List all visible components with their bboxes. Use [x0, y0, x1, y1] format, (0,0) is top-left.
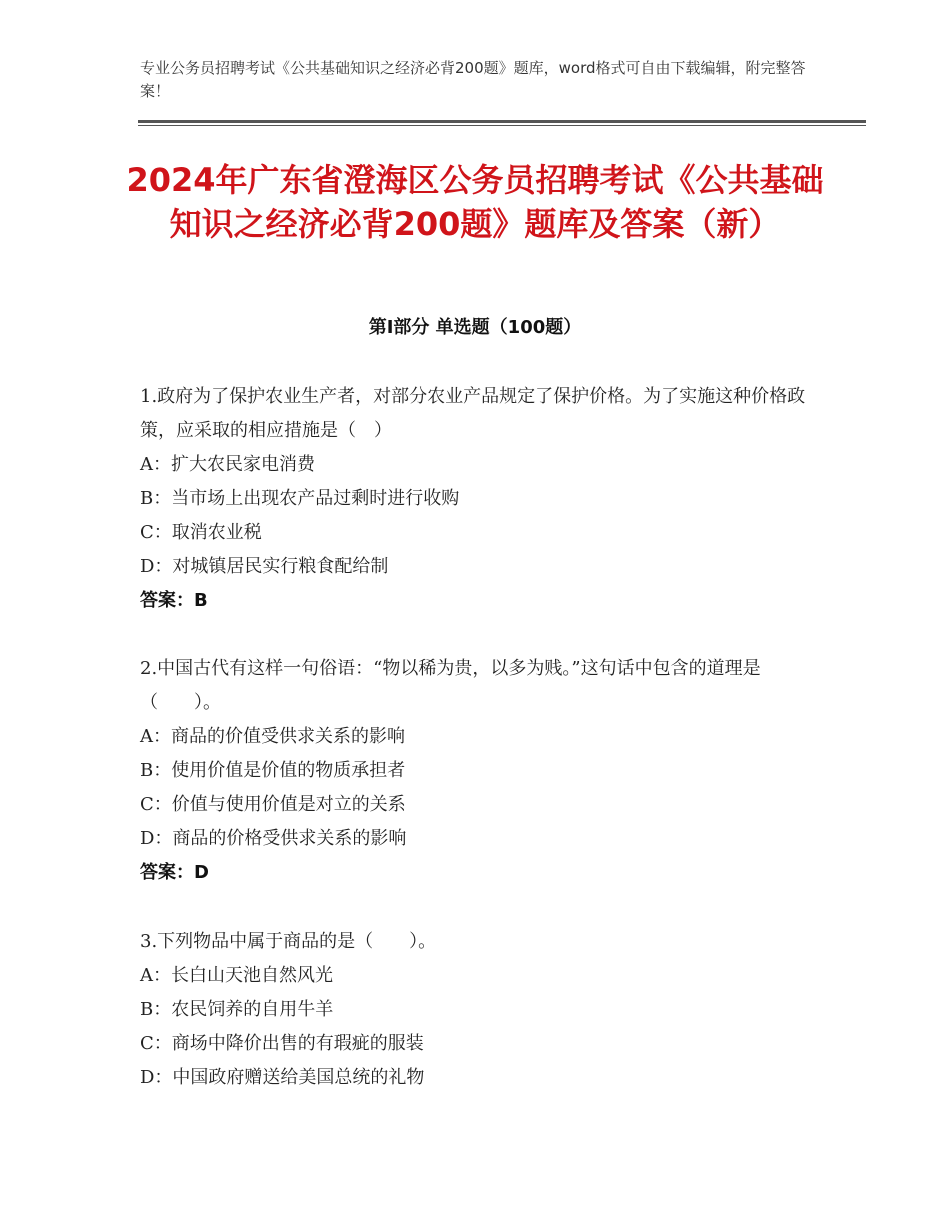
option-d: D：对城镇居民实行粮食配给制	[140, 556, 389, 577]
option-c: C：商场中降价出售的有瑕疵的服装	[140, 1033, 424, 1054]
option-d: D：商品的价格受供求关系的影响	[140, 828, 407, 849]
option-a: A：扩大农民家电消费	[140, 454, 315, 475]
question-stem: 2.中国古代有这样一句俗语：“物以稀为贵，以多为贱。”这句话中包含的道理是（ ）。	[140, 658, 761, 713]
option-b: B：使用价值是价值的物质承担者	[140, 760, 406, 781]
question-3	[140, 925, 810, 1095]
option-c: C：取消农业税	[140, 522, 262, 543]
option-a: A：商品的价值受供求关系的影响	[140, 726, 405, 747]
option-b: B：农民饲养的自用牛羊	[140, 999, 334, 1020]
question-1	[140, 380, 810, 618]
question-stem: 3.下列物品中属于商品的是（ ）。	[140, 931, 437, 952]
header-divider-thin	[138, 125, 866, 126]
question-stem: 1.政府为了保护农业生产者，对部分农业产品规定了保护价格。为了实施这种价格政策，应采取的相应措施是（ ）	[140, 386, 806, 441]
answer-label: 答案：D	[140, 862, 209, 883]
document-title: 2024年广东省澄海区公务员招聘考试《公共基础知识之经济必背200题》题库及答案（新）	[126, 161, 824, 243]
section-title: 第Ⅰ部分 单选题（100题）	[368, 317, 582, 338]
header-note: 专业公务员招聘考试《公共基础知识之经济必背200题》题库，word格式可自由下载编辑，附完整答案！	[140, 59, 806, 100]
question-2	[140, 652, 810, 890]
option-a: A：长白山天池自然风光	[140, 965, 333, 986]
header-divider-thick	[138, 120, 866, 123]
option-d: D：中国政府赠送给美国总统的礼物	[140, 1067, 425, 1088]
answer-label: 答案：B	[140, 590, 208, 611]
option-b: B：当市场上出现农产品过剩时进行收购	[140, 488, 460, 509]
option-c: C：价值与使用价值是对立的关系	[140, 794, 406, 815]
